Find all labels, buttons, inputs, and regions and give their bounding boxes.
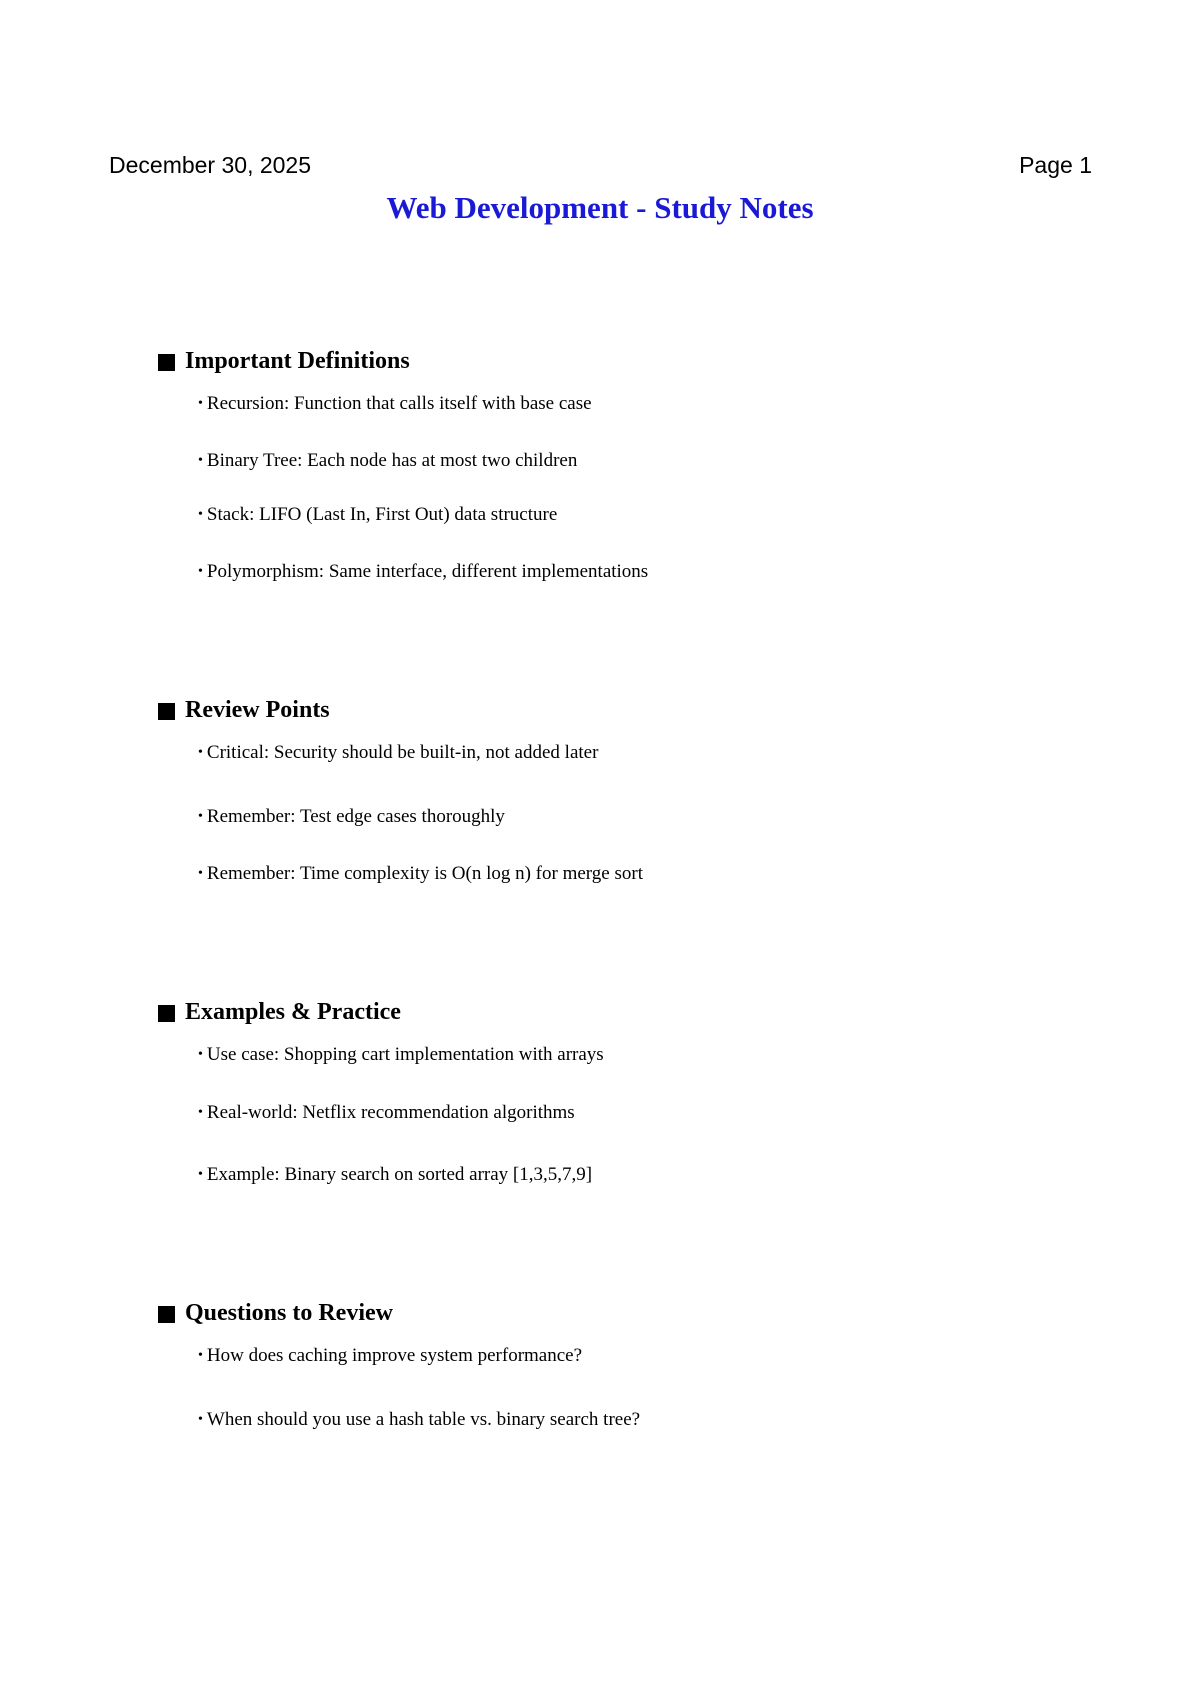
square-bullet-icon: [158, 703, 175, 720]
bullet-icon: •: [198, 1412, 203, 1427]
bullet-icon: •: [198, 809, 203, 824]
section-heading-text: Important Definitions: [185, 348, 410, 374]
bullet-icon: •: [198, 1105, 203, 1120]
section-heading-important-definitions: [158, 346, 410, 376]
list-item: • How does caching improve system performance?: [198, 1345, 583, 1366]
bullet-icon: •: [198, 745, 203, 760]
document-title: Web Development - Study Notes: [386, 190, 814, 225]
list-item: • Stack: LIFO (Last In, First Out) data structure: [198, 504, 558, 525]
list-item: • When should you use a hash table vs. binary search tree?: [198, 1409, 641, 1430]
section-heading-text: Examples & Practice: [185, 999, 401, 1025]
list-item: • Recursion: Function that calls itself with base case: [198, 393, 592, 414]
square-bullet-icon: [158, 1306, 175, 1323]
section-heading-questions-to-review: [158, 1298, 393, 1328]
list-item: • Polymorphism: Same interface, different implementations: [198, 561, 649, 582]
bullet-icon: •: [198, 1167, 203, 1182]
section-heading-text: Review Points: [185, 697, 330, 723]
bullet-icon: •: [198, 396, 203, 411]
square-bullet-icon: [158, 1005, 175, 1022]
page-number: Page 1: [1019, 152, 1092, 178]
bullet-icon: •: [198, 507, 203, 522]
bullet-icon: •: [198, 1348, 203, 1363]
section-heading-text: Questions to Review: [185, 1300, 393, 1326]
bullet-icon: •: [198, 564, 203, 579]
list-item: • Binary Tree: Each node has at most two children: [198, 450, 578, 471]
bullet-icon: •: [198, 1047, 203, 1062]
section-heading-review-points: [158, 695, 330, 725]
bullet-icon: •: [198, 866, 203, 881]
square-bullet-icon: [158, 354, 175, 371]
list-item: • Real-world: Netflix recommendation algorithms: [198, 1102, 575, 1123]
list-item: • Example: Binary search on sorted array [1,3,5,7,9]: [198, 1164, 593, 1185]
bullet-icon: •: [198, 453, 203, 468]
header-date: December 30, 2025: [109, 152, 312, 178]
list-item: • Remember: Test edge cases thoroughly: [198, 806, 505, 827]
list-item: • Critical: Security should be built-in, not added later: [198, 742, 599, 763]
section-heading-examples-practice: [158, 997, 401, 1027]
list-item: • Use case: Shopping cart implementation with arrays: [198, 1044, 604, 1065]
list-item: • Remember: Time complexity is O(n log n) for merge sort: [198, 863, 643, 884]
